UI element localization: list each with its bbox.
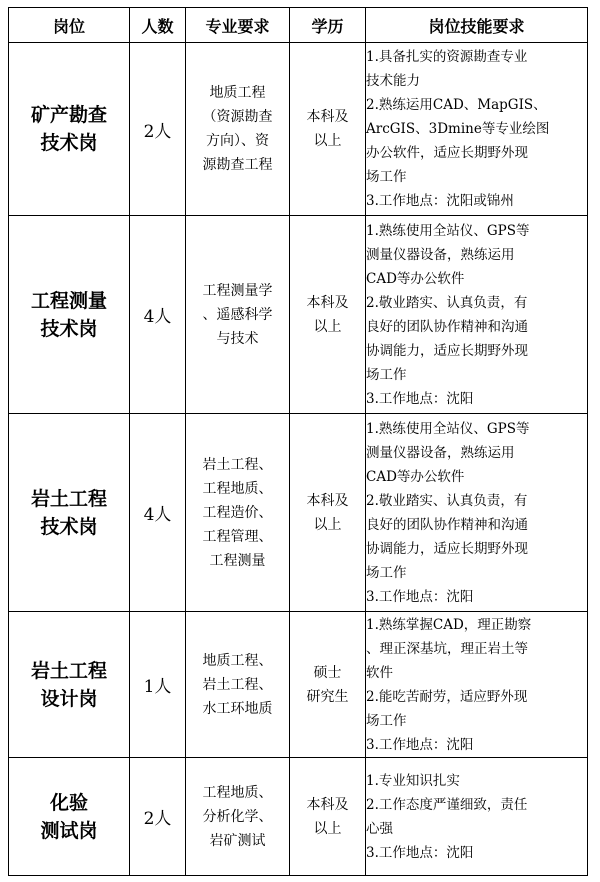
major-line: 源勘查工程: [202, 157, 273, 173]
major-line: 地质工程、: [202, 652, 273, 669]
major-line: 水工环地质: [202, 700, 273, 717]
header-education: 学历: [290, 8, 366, 43]
skill-line: 测量仪器设备，熟练运用: [366, 444, 515, 461]
skill-line: 软件: [366, 664, 393, 681]
skill-requirements: [366, 758, 588, 876]
skill-line: 3.工作地点：沈阳: [366, 736, 474, 753]
skill-line: 测量仪器设备，熟练运用: [366, 246, 515, 263]
skill-line: 2.能吃苦耐劳，适应野外现: [366, 688, 528, 705]
job-requirements-table: [8, 7, 588, 876]
skill-line: 2.敬业踏实、认真负责，有: [366, 294, 528, 311]
major-line: 工程地质、: [202, 784, 273, 801]
position-title-line: 技术岗: [40, 515, 98, 538]
education-requirement: [290, 216, 366, 414]
major-requirement: [186, 612, 290, 758]
position-title: [9, 612, 130, 758]
position-title-line: 工程测量: [30, 289, 107, 312]
major-requirement: [186, 216, 290, 414]
major-line: 工程管理、: [202, 528, 273, 545]
position-title-line: 岩土工程: [30, 659, 107, 682]
skill-line: 2.敬业踏实、认真负责，有: [366, 492, 528, 509]
skill-line: 2.熟练运用CAD、MapGIS、: [366, 97, 547, 113]
major-requirement: [186, 758, 290, 876]
major-line: 、遥感科学: [202, 306, 273, 323]
skill-line: 1.熟练使用全站仪、GPS等: [366, 222, 530, 239]
major-line: 与技术: [216, 330, 259, 347]
table-row: [9, 612, 588, 758]
headcount: 2人: [130, 758, 186, 876]
education-line: 本科及: [306, 492, 349, 509]
education-line: 硕士: [313, 664, 342, 681]
major-line: 岩土工程、: [202, 676, 273, 693]
skill-line: 协调能力，适应长期野外现: [366, 540, 528, 557]
education-line: 以上: [313, 820, 342, 837]
table-row: [9, 414, 588, 612]
headcount: 1人: [130, 612, 186, 758]
skill-line: 场工作: [366, 366, 407, 383]
position-title-line: 技术岗: [40, 132, 98, 154]
table-row: [9, 216, 588, 414]
header-major: 专业要求: [186, 8, 290, 43]
skill-line: 3.工作地点：沈阳: [366, 844, 474, 861]
major-line: 方向）、资: [206, 133, 269, 149]
header-count: 人数: [130, 8, 186, 43]
education-requirement: [290, 612, 366, 758]
major-line: 工程地质、: [202, 480, 273, 497]
education-requirement: [290, 758, 366, 876]
position-title: [9, 216, 130, 414]
skill-line: 1.熟练使用全站仪、GPS等: [366, 420, 530, 437]
skill-line: ArcGIS、3Dmine等专业绘图: [366, 121, 550, 137]
skill-requirements: [366, 43, 588, 216]
major-requirement: [186, 43, 290, 216]
headcount: 4人: [130, 414, 186, 612]
table-row: [9, 758, 588, 876]
position-title-line: 技术岗: [40, 317, 98, 340]
skill-line: CAD等办公软件: [366, 270, 465, 287]
position-title-line: 化验: [49, 791, 88, 814]
position-title-line: 矿产勘查: [30, 104, 107, 126]
education-line: 本科及: [306, 294, 349, 311]
skill-line: 协调能力，适应长期野外现: [366, 342, 528, 359]
skill-line: 技术能力: [366, 73, 420, 89]
major-requirement: [186, 414, 290, 612]
position-title-line: 岩土工程: [30, 487, 107, 510]
education-requirement: [290, 43, 366, 216]
major-line: 分析化学、: [202, 808, 273, 825]
skill-line: 心强: [366, 820, 393, 837]
skill-line: 3.工作地点：沈阳或锦州: [366, 193, 514, 209]
major-line: 地质工程: [209, 85, 266, 101]
position-title: [9, 43, 130, 216]
education-line: 本科及: [306, 109, 349, 125]
skill-line: 、理正深基坑，理正岩土等: [366, 640, 528, 657]
major-line: 工程测量学: [202, 282, 273, 299]
education-line: 以上: [313, 516, 342, 533]
skill-line: 场工作: [366, 564, 407, 581]
skill-line: 良好的团队协作精神和沟通: [366, 318, 528, 335]
header-skills: 岗位技能要求: [366, 8, 588, 43]
position-title-line: 测试岗: [40, 819, 98, 842]
education-line: 以上: [313, 318, 342, 335]
major-line: 岩土工程、: [202, 456, 273, 473]
skill-requirements: [366, 612, 588, 758]
skill-line: 场工作: [366, 169, 407, 185]
skill-line: 1.专业知识扎实: [366, 772, 460, 789]
skill-line: 2.工作态度严谨细致，责任: [366, 796, 528, 813]
major-line: 岩矿测试: [209, 832, 266, 849]
headcount: 2人: [130, 43, 186, 216]
skill-line: 良好的团队协作精神和沟通: [366, 516, 528, 533]
header-position: 岗位: [9, 8, 130, 43]
education-line: 研究生: [306, 688, 349, 705]
education-requirement: [290, 414, 366, 612]
skill-line: 1.熟练掌握CAD，理正勘察: [366, 616, 532, 633]
skill-requirements: [366, 414, 588, 612]
education-line: 本科及: [306, 796, 349, 813]
position-title: [9, 758, 130, 876]
major-line: （资源勘查: [202, 109, 273, 125]
skill-line: 场工作: [366, 712, 407, 729]
skill-line: 3.工作地点：沈阳: [366, 390, 474, 407]
headcount: 4人: [130, 216, 186, 414]
skill-line: 办公软件，适应长期野外现: [366, 145, 528, 161]
table-header-row: [9, 8, 588, 43]
position-title: [9, 414, 130, 612]
skill-line: 3.工作地点：沈阳: [366, 588, 474, 605]
position-title-line: 设计岗: [40, 687, 98, 710]
skill-line: 1.具备扎实的资源勘查专业: [366, 49, 528, 65]
table-row: [9, 43, 588, 216]
skill-line: CAD等办公软件: [366, 468, 465, 485]
education-line: 以上: [313, 133, 342, 149]
skill-requirements: [366, 216, 588, 414]
major-line: 工程造价、: [202, 504, 273, 521]
major-line: 工程测量: [209, 552, 266, 569]
